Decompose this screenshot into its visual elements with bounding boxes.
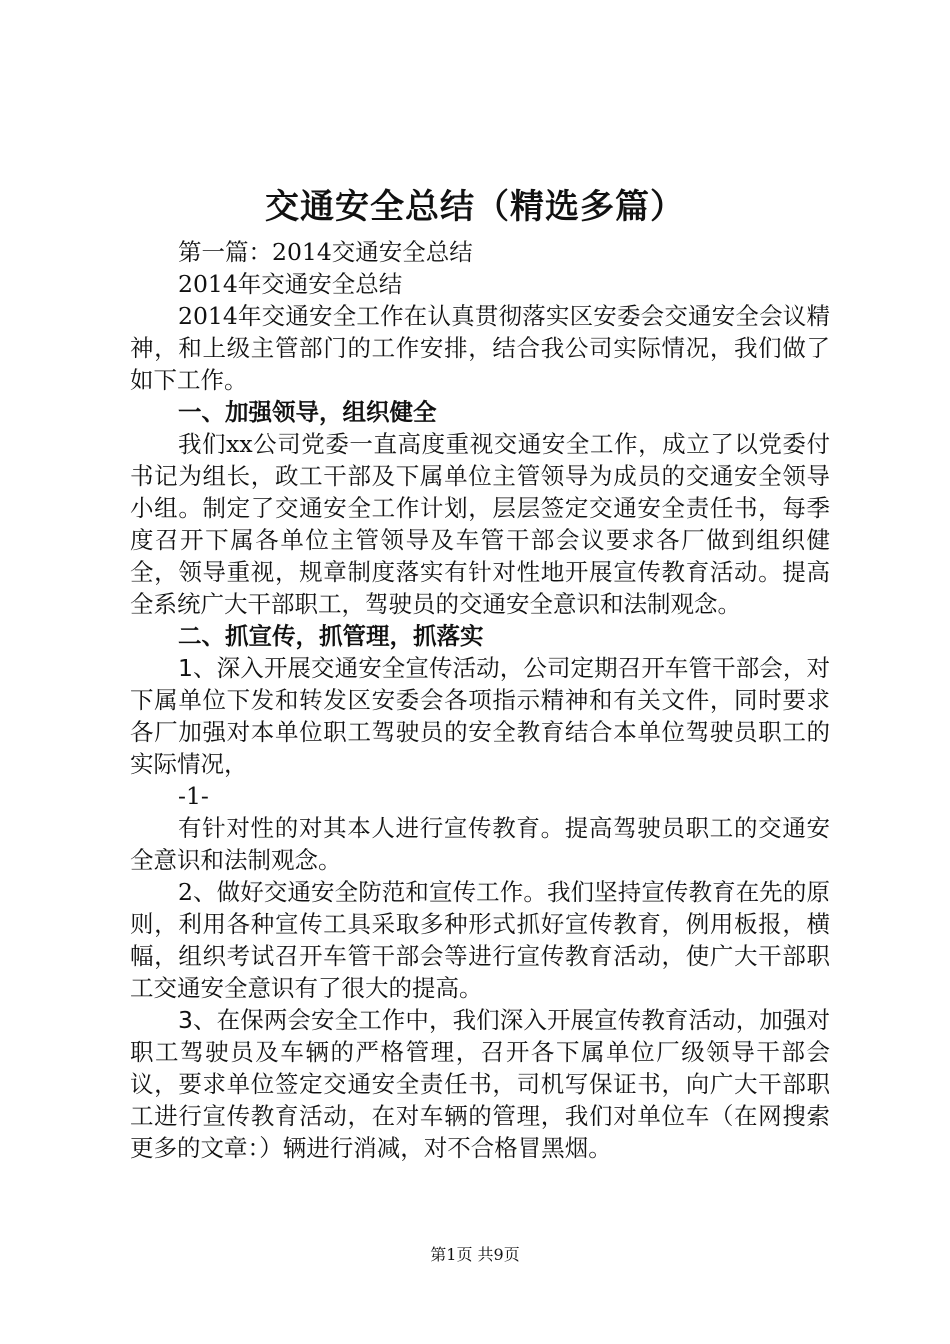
inline-page-number: -1- <box>178 782 209 810</box>
heading-2: 二、抓宣传，抓管理，抓落实 <box>178 622 484 650</box>
paragraph-2: 1、深入开展交通安全宣传活动，公司定期召开车管干部会，对下属单位下发和转发区安委会各项指示精神和有关文件，同时要求各厂加强对本单位职工驾驶员的安全教育结合本单位驾驶员职工的实际情况， <box>130 654 830 778</box>
paragraph-5: 3、在保两会安全工作中，我们深入开展宣传教育活动，加强对职工驾驶员及车辆的严格管理，召开各下属单位厂级领导干部会议，要求单位签定交通安全责任书，司机写保证书，向广大干部职工进行宣传教育活动，在对车辆的管理，我们对单位车（在网搜索更多的文章：）辆进行消减，对不合格冒黑烟。 <box>130 1006 830 1162</box>
paragraph-3: 有针对性的对其本人进行宣传教育。提高驾驶员职工的交通安全意识和法制观念。 <box>130 814 830 874</box>
document-body <box>130 236 830 1164</box>
intro-paragraph: 2014年交通安全工作在认真贯彻落实区安委会交通安全会议精神，和上级主管部门的工作安排，结合我公司实际情况，我们做了如下工作。 <box>130 302 830 394</box>
paragraph-1: 我们xx公司党委一直高度重视交通安全工作，成立了以党委付书记为组长，政工干部及下属单位主管领导为成员的交通安全领导小组。制定了交通安全工作计划，层层签定交通安全责任书，每季度召开下属各单位主管领导及车管干部会议要求各厂做到组织健全，领导重视，规章制度落实有针对性地开展宣传教育活动。提高全系统广大干部职工，驾驶员的交通安全意识和法制观念。 <box>130 430 830 618</box>
section-title: 第一篇：2014交通安全总结 <box>178 238 473 266</box>
paragraph-4: 2、做好交通安全防范和宣传工作。我们坚持宣传教育在先的原则，利用各种宣传工具采取多种形式抓好宣传教育，例用板报，横幅，组织考试召开车管干部会等进行宣传教育活动，使广大干部职工交通安全意识有了很大的提高。 <box>130 878 830 1002</box>
page-footer: 第1页 共9页 <box>430 1245 520 1264</box>
heading-1: 一、加强领导，组织健全 <box>178 398 437 426</box>
document-title: 交通安全总结（精选多篇） <box>265 187 685 227</box>
subtitle: 2014年交通安全总结 <box>178 270 403 298</box>
